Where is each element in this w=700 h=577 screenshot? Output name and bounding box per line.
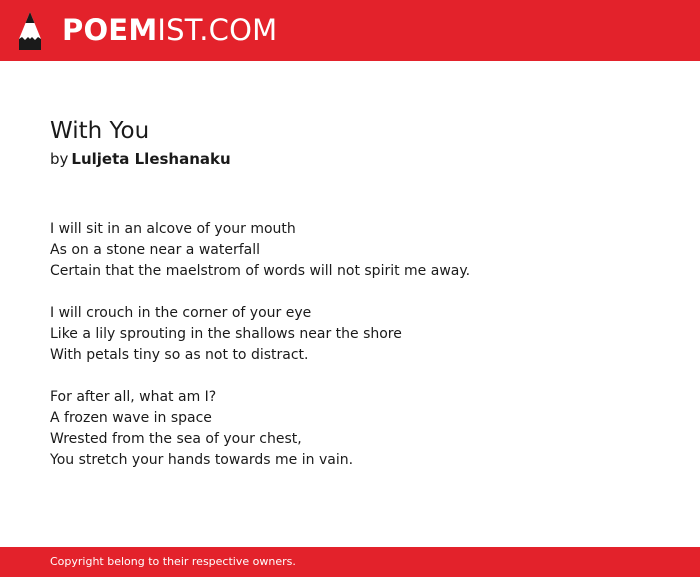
poem-line: Certain that the maelstrom of words will not spirit me away. — [50, 263, 471, 279]
poem-line: As on a stone near a waterfall — [50, 242, 260, 258]
stanza-3 — [50, 387, 670, 471]
site-footer — [0, 547, 700, 577]
poem-line: I will sit in an alcove of your mouth — [50, 221, 296, 237]
poem-line: With petals tiny so as not to distract. — [50, 347, 309, 363]
author-name: Luljeta Lleshanaku — [71, 150, 231, 168]
poem-title: With You — [50, 118, 150, 144]
site-logo[interactable] — [62, 13, 277, 47]
poem-line: I will crouch in the corner of your eye — [50, 305, 312, 321]
poem-body — [50, 219, 670, 492]
poem-line: For after all, what am I? — [50, 389, 217, 405]
site-header — [0, 0, 700, 61]
stanza-2 — [50, 303, 670, 366]
logo-text-bold: POEM — [62, 13, 158, 47]
logo-text-light: IST.COM — [157, 13, 278, 47]
poem-line: Like a lily sprouting in the shallows near the shore — [50, 326, 402, 342]
poem-line: A frozen wave in space — [50, 410, 212, 426]
poem-byline — [50, 149, 231, 169]
poem-line: Wrested from the sea of your chest, — [50, 431, 302, 447]
copyright-text: Copyright belong to their respective owners. — [50, 555, 296, 568]
by-label: by — [50, 150, 69, 168]
poem-line: You stretch your hands towards me in vain. — [50, 452, 354, 468]
pencil-tip-icon[interactable] — [18, 11, 42, 51]
stanza-1 — [50, 219, 670, 282]
